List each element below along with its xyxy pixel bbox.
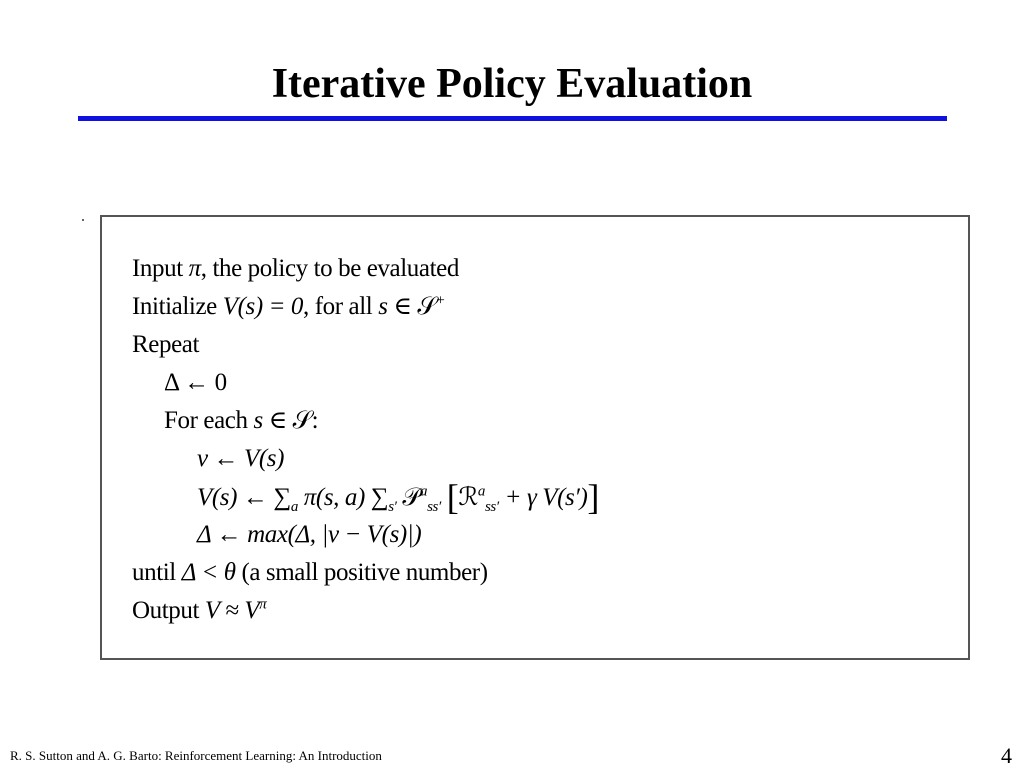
algo-line-foreach: For each s ∈ 𝒮: <box>164 407 319 434</box>
page-number: 4 <box>1001 743 1012 768</box>
title-underline <box>78 116 947 121</box>
algo-line-output: Output $V \approx V^\pi$ <box>132 596 267 624</box>
scan-artifact <box>82 219 84 221</box>
algo-line-repeat: Repeat <box>132 331 200 358</box>
footer-citation: R. S. Sutton and A. G. Barto: Reinforcement Learning: An Introduction <box>10 748 382 763</box>
algo-line-input: Input π, the policy to be evaluated <box>132 255 459 282</box>
algo-line-delta-init: Δ ← 0 <box>164 369 227 396</box>
slide-title: Iterative Policy Evaluation <box>271 61 753 107</box>
algo-line-initialize: Initialize V(s) = 0, for all s ∈ 𝒮+ <box>132 292 445 320</box>
algo-line-delta-max: Δ ← max(Δ, |v − V(s)|) <box>197 521 422 548</box>
algo-line-until: until Δ < θ (a small positive number) <box>132 559 488 586</box>
algo-line-bellman-update: V(s) ← $\sum_a$ π(s, a) $\sum_{s'}$ 𝒫$^a_{ss'}$ [ℛ$^a_{ss'}$ + γ V(s′)] <box>197 477 599 517</box>
algo-line-v-assign: v ← V(s) <box>197 445 285 472</box>
algorithm-box <box>100 215 970 660</box>
